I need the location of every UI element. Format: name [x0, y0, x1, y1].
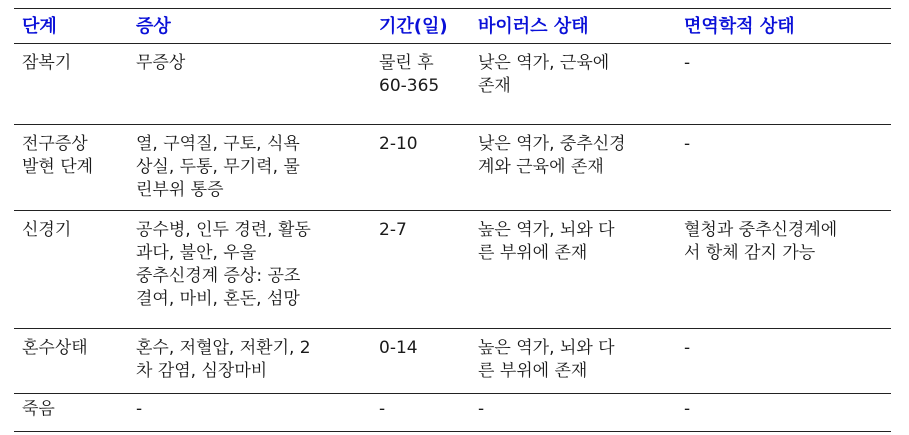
- cell-text: 2-7: [379, 220, 407, 240]
- header-symptoms: 증상: [128, 9, 371, 44]
- table-row: [14, 394, 891, 432]
- cell-text: 잠복기: [22, 53, 72, 73]
- cell-immune-status: [676, 44, 891, 125]
- cell-duration: [371, 211, 470, 329]
- cell-text: 전구증상 발현 단계: [22, 134, 94, 177]
- cell-duration: [371, 125, 470, 211]
- cell-text: 무증상: [136, 53, 186, 73]
- cell-text: 2-10: [379, 134, 418, 154]
- cell-text: 공수병, 인두 경련, 활동 과다, 불안, 우울 중추신경계 증상: 공조 결여, 마비, 혼돈, 섬망: [136, 220, 311, 309]
- cell-stage: [14, 44, 128, 125]
- cell-immune-status: [676, 394, 891, 432]
- cell-virus-status: [470, 125, 676, 211]
- cell-text: -: [684, 134, 691, 154]
- header-duration: 기간(일): [371, 9, 470, 44]
- cell-text: 신경기: [22, 220, 72, 240]
- cell-virus-status: [470, 211, 676, 329]
- header-immune-status: 면역학적 상태: [676, 9, 891, 44]
- cell-symptoms: [128, 125, 371, 211]
- cell-text: 낮은 역가, 근육에 존재: [478, 53, 610, 96]
- cell-duration: [371, 394, 470, 432]
- cell-immune-status: [676, 329, 891, 394]
- cell-immune-status: [676, 211, 891, 329]
- stage-table-container: [14, 8, 891, 432]
- cell-duration: [371, 329, 470, 394]
- cell-text: 열, 구역질, 구토, 식욕 상실, 두통, 무기력, 물 린부위 통증: [136, 134, 300, 200]
- cell-symptoms: [128, 44, 371, 125]
- cell-symptoms: [128, 211, 371, 329]
- cell-text: -: [684, 338, 691, 358]
- cell-stage: [14, 125, 128, 211]
- cell-text: 혼수, 저혈압, 저환기, 2 차 감염, 심장마비: [136, 338, 311, 381]
- cell-text: 낮은 역가, 중추신경 계와 근육에 존재: [478, 134, 626, 177]
- cell-immune-status: [676, 125, 891, 211]
- cell-text: 혼수상태: [22, 338, 88, 358]
- table-row: [14, 125, 891, 211]
- cell-virus-status: [470, 44, 676, 125]
- cell-stage: [14, 394, 128, 432]
- table-header-row: [14, 9, 891, 44]
- table-row: [14, 329, 891, 394]
- cell-text: 높은 역가, 뇌와 다 른 부위에 존재: [478, 338, 615, 381]
- rabies-stage-table: [14, 8, 891, 432]
- cell-virus-status: [470, 394, 676, 432]
- cell-symptoms: [128, 329, 371, 394]
- header-virus-status: 바이러스 상태: [470, 9, 676, 44]
- cell-text: 죽음: [22, 399, 55, 419]
- cell-text: 혈청과 중추신경계에 서 항체 감지 가능: [684, 220, 838, 263]
- cell-text: -: [136, 399, 143, 419]
- cell-virus-status: [470, 329, 676, 394]
- cell-stage: [14, 211, 128, 329]
- cell-text: 높은 역가, 뇌와 다 른 부위에 존재: [478, 220, 615, 263]
- table-row: [14, 211, 891, 329]
- table-row: [14, 44, 891, 125]
- cell-text: 물린 후 60-365: [379, 53, 440, 96]
- cell-text: -: [684, 399, 691, 419]
- cell-text: 0-14: [379, 338, 418, 358]
- cell-text: -: [684, 53, 691, 73]
- cell-duration: [371, 44, 470, 125]
- cell-stage: [14, 329, 128, 394]
- header-stage: 단계: [14, 9, 128, 44]
- cell-symptoms: [128, 394, 371, 432]
- cell-text: -: [478, 399, 485, 419]
- cell-text: -: [379, 399, 386, 419]
